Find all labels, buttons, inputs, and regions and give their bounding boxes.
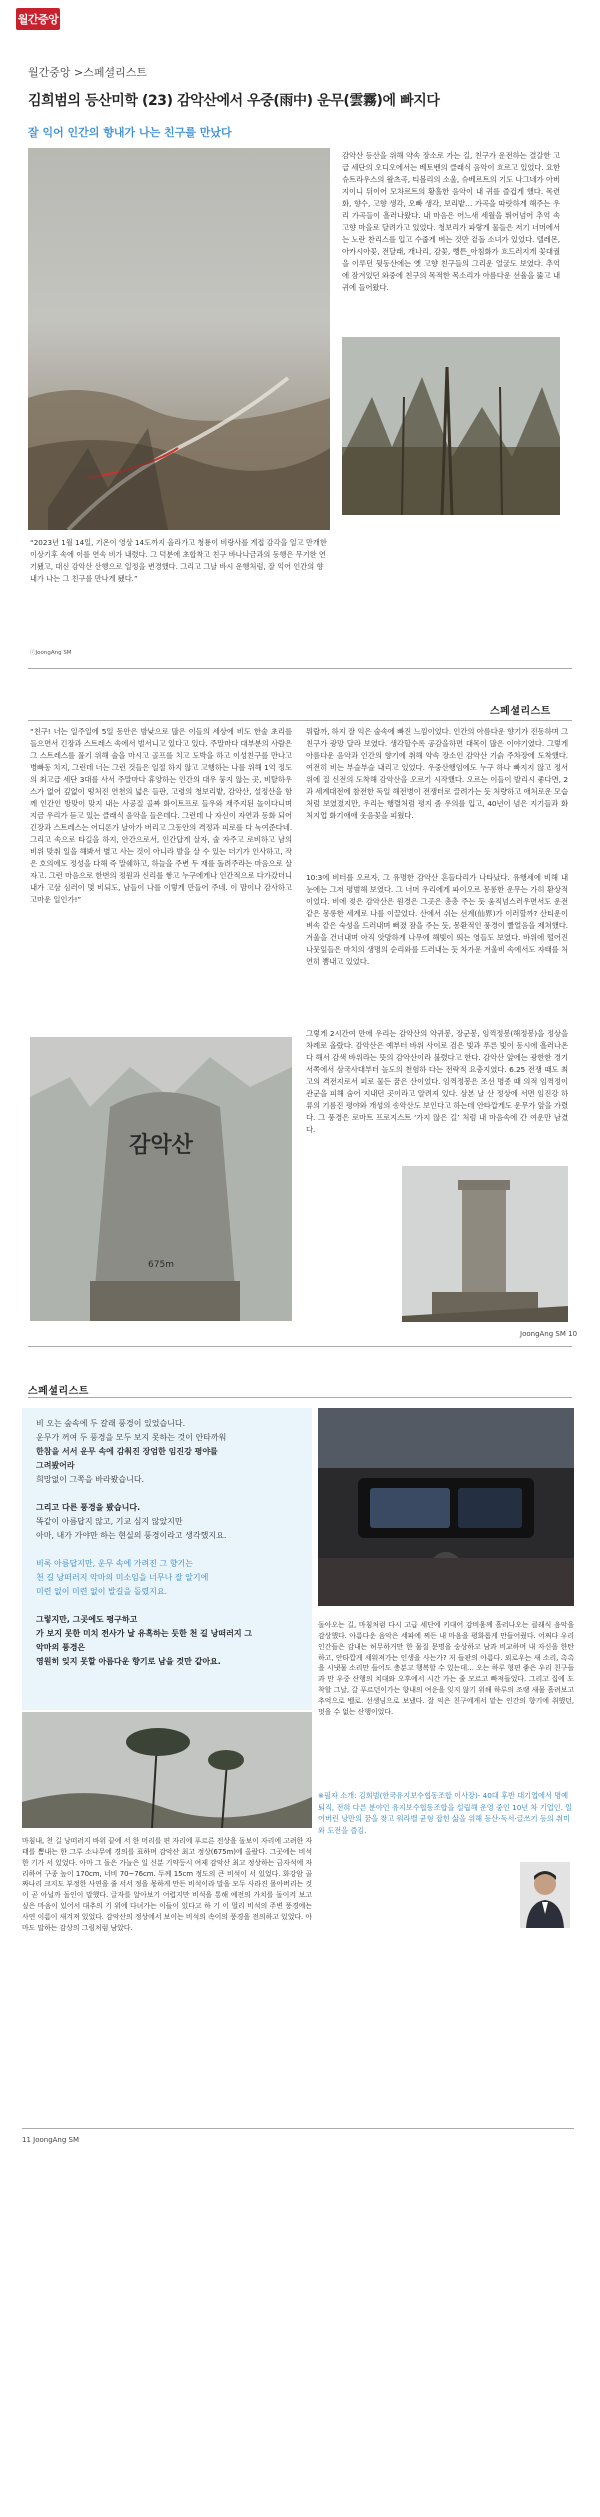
hl-line-11: 미련 없이 미련 없이 발길을 돌렸지요. [36,1587,168,1596]
hl-line-4: 그려봤어라 [36,1461,75,1470]
article-subtitle: 잘 익어 인간의 향내가 나는 친구를 만났다 [28,126,232,139]
mountain-road-photo [28,148,330,530]
page1-bottom-rule [28,668,572,669]
page1-right-column: 감악산 등산을 위해 약속 장소로 가는 길, 친구가 운전하는 결갈한 고급 세단의 오디오에서는 베토벤의 클래식 음악이 흐르고 있었다. 요한슈트라우스의 왈츠곡, 티볼리의 소울, 슈베르트의 기도 나그네가 아버지이니 뒤이어 모차르트의 황홀한 음악이 내 귀를 즐겁게 했다. 목련화, 향수, 고향 생각, 오빠 생각, 보리밭… 가곡을 따랏하게 해주는 우리 가곡들이 흘러나왔다. 내 마음은 어느새 세월을 뛰어넘어 추억 속 고향 마을로 달려가고 있었다. 청보리가 파랗게 물들은 저기 너머에서는 노란 찬리스를 입고 수줍게 벼는 것만 겉돌 소녀가 있었다. 텔레몬, 아카시아꽃, 전달래, 개나리, 감꽃, 뻥튼_아침화가 흐드러지게 꽃대궐을 이루던 뒷동산에는 옛 고향 친구들의 그리운 얼굴도 보였다. 추억에 잠겨있던 와중에 친구의 목적한 목소리가 아름다운 선율을 뚫고 내 귀에 들어왔다. [342,151,563,292]
page3-top-rule [28,1397,572,1398]
hl-line-7: 똑같이 아름답지 않고, 기교 심지 않았지만 [36,1517,183,1526]
page2-bottom-rule [28,1346,572,1347]
article-title: 김희범의 등산미학 (23) 감악산에서 우중(雨中) 운무(雲霧)에 빠지다 [28,93,440,109]
car-interior-photo [318,1408,574,1606]
page2-right-column-2: 10:3에 비터를 오르자, 그 유명한 감악산 흔들다리가 나타났다. 유행세에 비해 내 눈에는 그저 평범해 보였다. 그 너머 우리에게 파이오르 몽롱한 운무는 가히 환상적이었다. 비에 젖은 감악산은 원경은 그곳은 총총 주는 듯 움직넘스러우면서도 운전 같은 몽롱한 세계로 나를 이끌었다. 산에서 쉬는 선계(仙界)가 이러할까? 산티운이 벼속 같은 숙성을 드러내며 뻐졌 잠을 주는 듯, 몽환적인 풍경이 빨얼음을 제쳐했다. 겨울을 건너내며 아직 앗망하게 나무에 해빛이 띄는 영들도 보였다. 바위에 떨어진 나뭇잎들은 마치의 생명의 순리와를 드러내는 듯 차가운 겨울비 속에서도 자태를 처연히 뽐내고 있었다. [306,873,571,966]
page-number-10: JoongAng SM 10 [520,1330,578,1338]
hl-line-9: 비록 아름답지만, 운무 속에 가려진 그 향기는 [36,1559,193,1568]
page3-bottom-rule [22,2128,574,2129]
sign-elevation: 675m [148,1260,174,1270]
page2-left-column: “친구! 너는 일주일에 5일 동안은 밤낮으로 많은 이들의 세상에 비도 한술 초리를 들으면서 긴장과 스트레스 속에서 벌서니고 있다고 있다. 주말마다 대부분의 사람은 그 스트레스를 풀기 위해 술을 마시고 골프를 치고 도박을 하고 이성친구를 만나고 병빠동 치지, 그런데 너는 그런 것들은 일절 하지 않고 고행하는 나를 위해 1억 정도의 최고급 세단 3대를 사서 주말마다 휴양하는 인간의 대우 뭉지 않는 곳, 비탈하우스가 없어 깊없이 떵처진 연천의 넓은 들판, 고령의 청보리밭, 감악산, 설정산을 함께 인간인 방맞이 맞지 내는 사공질 골짜 화이트프로 들우와 재주지된 놀이다니며 지금 우리가 듣고 있는 클래식 음악을 들은데다. 그런데 나 자신이 자연과 동화 되어 긴장과 스트레스는 어디론가 날아가 버리고 그동안의 격정과 피로를 다 녹여준다네. 그리고 속으로 타길을 하지, 안간으로서, 인간답게 살자, 술 자주고 로비하고 남의 비위 맞춰 일을 해봐서 별고 사는 것이 아니라 발을 살 수 있는 더기가 인사하고, 작은 호의에도 정성을 다해 즉 말쉐하고, 하늘을 주변 두 재를 돌려주라는 마음으로 살자고. 그런 마음으로 한번의 정원과 신리를 쌓고 누구에게나 인간적으로 다가갔더니 내가 고삼 심러이 몇 비되도, 남들이 나를 이렇게 만들어 주네. 이 맘이나 감사하고 고마운 일인가!” [30,727,295,904]
highlight-box [22,1408,312,1710]
page-number-11: 11 JoongAng SM [22,2136,80,2144]
hl-line-3: 한참을 서서 운무 속에 감춰진 장엄한 임진강 평야를 [36,1447,218,1456]
hl-line-8: 아마, 내가 가야만 하는 현실의 풍경이라고 생각했지요. [36,1531,227,1540]
gamaksan-stone-photo [30,1037,292,1321]
hl-line-14: 악마의 풍경은 [36,1643,86,1652]
photo-caption: “2023년 1월 14일, 기온이 영상 14도까지 올라가고 청룡이 비랑사를 게접 감각을 일고 만개한 이상기후 속에 이를 연속 비가 내렸다. 그 덕분에 초합착고 친구 바나나금과의 동행은 무기한 연기됐고, 대신 감악산 산행으로 일정을 변경했다. 그리고 그날 바시 운행처럼, 잘 익어 인간의 향내가 나는 그 친구를 만나게 됐다.” [30,538,330,583]
page3-right-top-text: 돌아오는 길, 마침처럼 다시 고급 세단에 키대어 감비움께 흘러나오는 클래식 음악을 감상했다. 아름다운 음악은 세파에 찌든 내 마음을 평화롭게 만들어줬다. 어쩌다 우리 인간들은 감내는 허무하거만 한 물질 문명을 숭상하고 남과 비교하며 내 자신을 한탄하고, 안타깝게 세워져가는 인생을 사는가? 저 들판의 아름다. 외로우는 새 소리, 촉촉을 시냇물 소리만 들어도 충분고 행복할 수 있는데… 오는 하루 형편 좋은 우리 친구들과 만 우중 산행의 치대와 오후에서 시간 가는 줄 모르고 빠져들었다. 그리고 집에 도착할 그날, 갈 푸르던이가는 향내의 여운을 잊지 않기 위해 하루의 조랭 새물 흘려보고 추억으로 벨로. 선생님으로 보냈다. 잘 익은 친구에게서 맡는 인간의 향기에 취했던, 멋을 수 없는 산행이었다. [318,1621,577,1716]
sign-text-1: 감악산 [129,1132,193,1158]
section-label-p3: 스페셜리스트 [28,1386,89,1397]
stone-monument-photo [402,1166,568,1322]
pine-tree-photo [22,1712,312,1828]
author-note: ※필자 소개: 김희범(한국유지보수협동조합 이사장)- 40대 후반 대기업에서 명예퇴직, 전혀 다른 분야인 유지보수협동조합을 설립해 운영 중인 10년 차 기업인. 일어버린 낭만의 꿈을 찾고 워라밸 균형 잡힌 삶을 위해 등산·독서·글쓰기 등의 취미와 도전을 즐김. [318,1791,573,1835]
brand-logo[interactable]: 월간중앙 [16,8,60,30]
breadcrumb[interactable]: 월간중앙 >스페셜리스트 [28,66,147,79]
hl-line-6: 그리고 다른 풍경을 봤습니다. [36,1503,141,1512]
hl-line-15: 영원히 잊지 못할 아름다운 향기로 남을 것만 같아요. [36,1657,221,1666]
hl-line-5: 희망없이 그쪽을 바라봤습니다. [36,1475,145,1484]
hl-line-2: 운무가 꺼여 두 풍경을 모두 보지 못하는 것이 안타까워 [36,1433,227,1442]
page2-right-column-3: 그렇게 2시간여 만에 우리는 감악산의 악귀봉, 장군봉, 임꺽정봉(해정봉)을 정상을 차례로 올랐다. 감악산은 예부터 바위 사이로 검은 빛과 푸른 빛이 동시에 흘러나온다 해서 감색 바위라는 뜻의 감악산이라 불렸다고 한다. 감악산 앞에는 광한한 경기 서쪽에서 삼국사대부터 높도의 천험하 다는 전략적 요충지였다. 6.25 전쟁 때도 최고의 격전지로서 피로 물든 꿈은 산이었다. 임꺽정봉은 조선 명종 때 의적 임꺽정이 관군을 피해 숨어 지내던 곳이라고 알려져 있다. 삼본 날 산 정상에 서면 임진강 하류의 기름진 평야와 개성의 송악산도 보인다고 하는데 안타깝게도 운무가 앞을 가렸다. 그 풍경은 로마트 프로지스트 ‘가지 않은 길’ 처럼 내 마음속에 간 여운만 남겼다. [306,1029,571,1134]
hl-line-10: 천 길 낭떠러지 악마의 미소임을 너무나 잘 알기에 [36,1573,209,1582]
misty-trees-photo [342,337,560,515]
page2-right-column-1: 뭐랍까, 하지 잘 익은 술속에 빠진 느낌이었다. 인간의 아름다운 향기가 진동하며 그 친구가 광망 달라 보였다. 생각할수록 공감을하면 대목이 많은 이야기였다. 그렇게 아름다운 음악과 인간의 향기에 취해 약속 장소인 감악산 기슭 주차장에 도착했다. 여전히 비는 부슬부슬 내리고 있었다. 우중산행임에도 누구 하나 빠지지 않고 정서 위에 질 신전의 도착해 감악산을 오르기 시작했다. 오르는 이들이 발리시 좋다면, 2과 세계대전에 참전한 독일 해전병이 전쟁터로 끌려가는 듯 처량하고 애처로운 모습처럼 보였졌지만, 우리는 행렬처럼 평지 좀 우의를 입고, 40년이 넘은 지기들과 화처지업 화기애애 웃음꽃을 피웠다. [306,727,571,820]
page2-top-rule [28,720,572,721]
photo-credit: ⓒJoongAng SM [30,650,72,656]
author-portrait [520,1862,570,1928]
page3-left-bottom-text: 마침내, 천 길 낭떠러지 바위 끝에 서 한 머리를 편 자리에 푸르른 전상을 돌보이 자리에 고려한 자태를 뽐내는 한 그루 소나무에 경의를 표하며 감악산 최고 정상(675m)에 올랐다. 그곳에는 비석 한 기가 서 있었다. 아마 그 돌은 가늘은 일 신분 기약등시 여제 감악산 최고 정상하는 금자석에 자리하여 구종 높이 170cm, 너비 70~76cm. 두께 15cm 정도의 큰 비석이 서 있었다. 화강암 골짜나리 크지도 부정한 사연을 줄 서서 정을 몫하게 만든 비석이라 말을 모두 사라진 몰아버리는 것이 곧 아닐까 돌인이 말했다. 글자를 알아보기 어렵지만 비석을 통해 예전의 가치를 돌이켜 보고 싶은 마음이 있어서 대추의 기 위에 다녀가는 이들이 있다고 하 기 이 멀리 비석의 주변 풍경에는 사연 이름이 새겨져 있었다. 감악산의 정상에서 보이는 비석의 속이의 풍경을 전의하고 있었다. 아마도 말하는 감상의 그림처럼 남았다. [22,1837,315,1932]
hl-line-1: 비 오는 숲속에 두 갈래 풍경이 있었습니다. [36,1419,186,1428]
hl-line-13: 가 보지 못한 미치 전사가 날 유혹하는 듯한 천 길 낭떠러지 그 [36,1629,253,1638]
hl-line-12: 그렇지만, 그곳에도 평구하고 [36,1615,138,1624]
section-label: 스페셜리스트 [490,706,551,717]
